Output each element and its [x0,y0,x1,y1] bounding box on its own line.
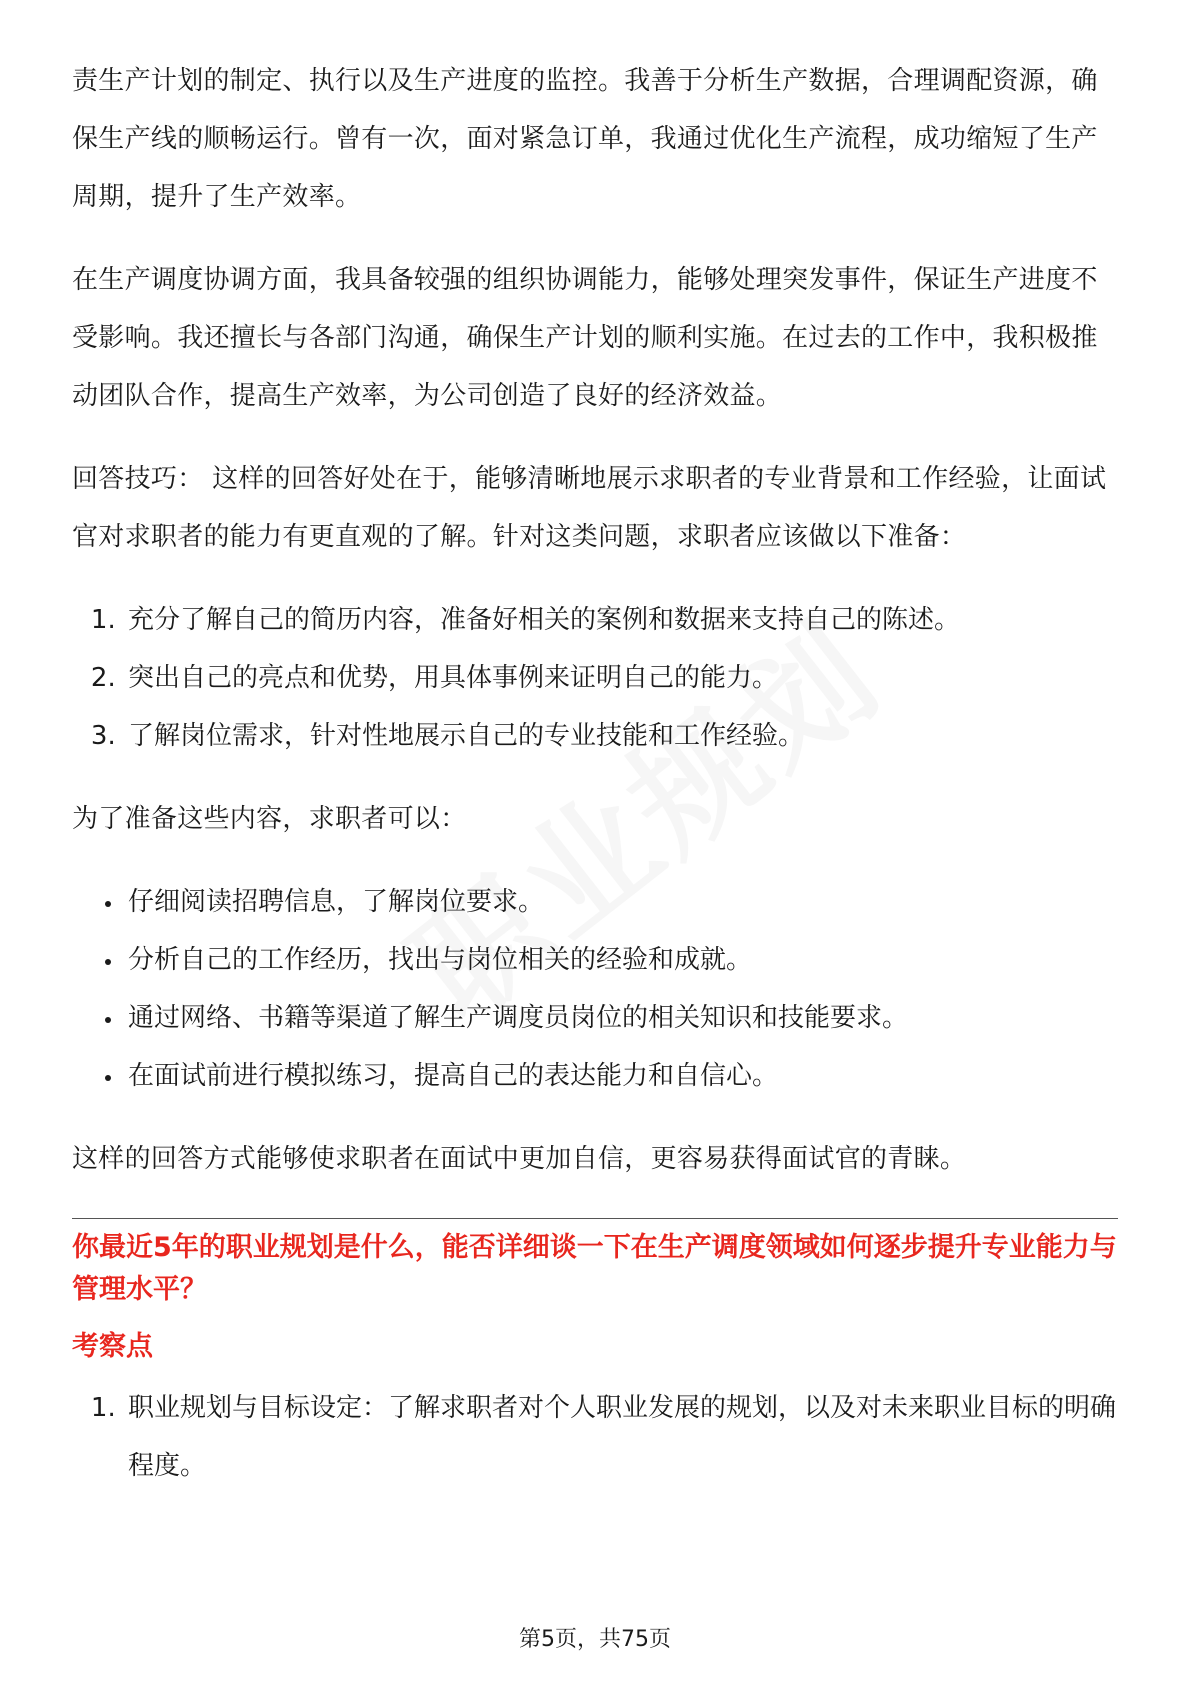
list-item: 1. 职业规划与目标设定：了解求职者对个人职业发展的规划，以及对未来职业目标的明确程度。 [124,1379,1118,1495]
document-page [72,52,1118,1520]
paragraph-coordination: 在生产调度协调方面，我具备较强的组织协调能力，能够处理突发事件，保证生产进度不受影响。我还擅长与各部门沟通，确保生产计划的顺利实施。在过去的工作中，我积极推动团队合作，提高生产效率，为公司创造了良好的经济效益。 [72,265,1098,411]
list-item: • 分析自己的工作经历，找出与岗位相关的经验和成就。 [124,931,1118,989]
paragraph-prepare-intro: 为了准备这些内容，求职者可以： [72,804,467,834]
paragraph-conclusion: 这样的回答方式能够使求职者在面试中更加自信，更容易获得面试官的青睐。 [72,1144,967,1174]
numbered-list-assessment [72,1379,1118,1495]
page-footer: 第5页，共75页 [519,1627,671,1652]
bullet-list-actions [72,873,1118,1105]
numbered-list-preparation [72,591,1118,765]
list-item: 1. 充分了解自己的简历内容，准备好相关的案例和数据来支持自己的陈述。 [124,591,1118,649]
list-item: 2. 突出自己的亮点和优势，用具体事例来证明自己的能力。 [124,649,1118,707]
section-divider [72,1218,1118,1219]
question-heading: 你最近5年的职业规划是什么，能否详细谈一下在生产调度领域如何逐步提升专业能力与管理水平？ [72,1232,1117,1305]
list-item: • 仔细阅读招聘信息，了解岗位要求。 [124,873,1118,931]
paragraph-answer-tips: 回答技巧： 这样的回答好处在于，能够清晰地展示求职者的专业背景和工作经验，让面试官对求职者的能力有更直观的了解。针对这类问题，求职者应该做以下准备： [72,464,1107,552]
list-item: 3. 了解岗位需求，针对性地展示自己的专业技能和工作经验。 [124,707,1118,765]
list-item: • 通过网络、书籍等渠道了解生产调度员岗位的相关知识和技能要求。 [124,989,1118,1047]
list-item: • 在面试前进行模拟练习，提高自己的表达能力和自信心。 [124,1047,1118,1105]
paragraph-production-planning: 责生产计划的制定、执行以及生产进度的监控。我善于分析生产数据，合理调配资源，确保生产线的顺畅运行。曾有一次，面对紧急订单，我通过优化生产流程，成功缩短了生产周期，提升了生产效率。 [72,66,1098,212]
assessment-points-heading: 考察点 [72,1331,153,1362]
